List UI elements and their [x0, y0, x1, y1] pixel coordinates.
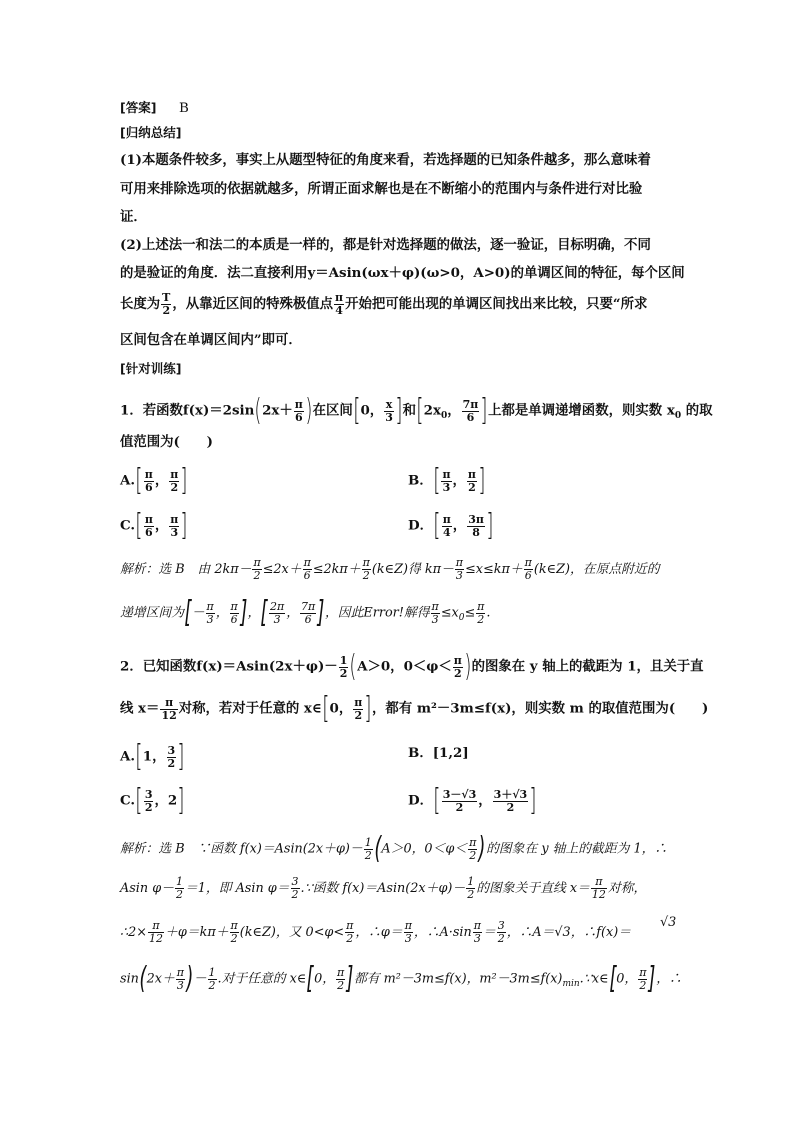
- q2-stem-line1: 2．已知函数f(x)＝Asin(2x＋φ)－ $\frac{1}{2}$ (A＞0，0＜φ＜ $\frac{\pi}{2}$ )的图象在 y 轴上的截距为 1，且关于直: [120, 649, 704, 684]
- q2-solution-line1: 解析：选 B ∵函数 f(x)＝Asin(2x＋φ)－ $\frac{1}{2}$ (A＞0，0＜φ＜ $\frac{\pi}{2}$ )的图象在 y 轴上的截距为 1，∴: [120, 831, 668, 866]
- q1-stem-line1: 1．若函数f(x)＝2sin(2x＋ $\frac{\pi}{6}$ )在区间[0， $\frac{x}{3}$ ]和[$2x_0$， $\frac{7\pi}{6}$ ]上都是单调递增函数，则实数 $x_0$ 的取: [120, 393, 713, 428]
- q1-solution-line2: 递增区间为[－ $\frac{\pi}{3}$ ， $\frac{\pi}{6}$ ]，[ $\frac{2\pi}{3}$ ， $\frac{7\pi}{6}$ ]，因此Error!解得 $\frac{\pi}{3}$ $\le x_0\le$ $\frac{\pi}{2}$ .: [120, 595, 491, 630]
- answer-line: [120, 99, 680, 118]
- answer-value: B: [178, 101, 189, 116]
- q2-option-a[interactable]: A.[1， $\frac{3}{2}$ ]: [120, 739, 185, 774]
- q2-option-c[interactable]: C.[ $\frac{3}{2}$ ，2]: [120, 783, 185, 818]
- q1-option-d[interactable]: D．[ $\frac{\pi}{4}$ ， $\frac{3\pi}{8}$ ]: [408, 508, 494, 543]
- q1-stem-line2: 值范围为( ): [120, 434, 214, 450]
- fraction-pi-over-4: $\frac{\pi}{4}$: [335, 291, 344, 317]
- summary-p2-line2: 的是验证的角度．法二直接利用y＝Asin(ωx＋φ)(ω>0，A>0)的单调区间的特征，每个区间: [120, 265, 685, 281]
- fraction-t-over-2: $\frac{T}{2}$: [162, 291, 171, 317]
- summary-heading: [归纳总结]: [120, 125, 182, 140]
- answer-label: [答案]: [120, 100, 157, 115]
- q1-option-c[interactable]: C.[ $\frac{\pi}{6}$ ， $\frac{\pi}{3}$ ]: [120, 508, 188, 543]
- q2-solution-line2: Asin φ－ $\frac{1}{2}$ ＝1，即 Asin φ＝ $\frac{3}{2}$ .∵函数 f(x)＝Asin(2x＋φ)－ $\frac{1}{2}$ 的图象关于直线 x＝ $\frac{\pi}{12}$ 对称，: [120, 875, 647, 901]
- q1-option-b[interactable]: B．[ $\frac{\pi}{3}$ ， $\frac{\pi}{2}$ ]: [408, 463, 486, 498]
- sqrt3-floating: √3: [660, 915, 677, 930]
- summary-p1-line2: 可用来排除选项的依据就越多，所谓正面求解也是在不断缩小的范围内与条件进行对比验: [120, 181, 643, 197]
- q2-solution-line4: sin(2x＋ $\frac{\pi}{3}$ )－ $\frac{1}{2}$ .对于任意的 x∈[0， $\frac{\pi}{2}$ ]都有 m²－3m≤f(x)，$m^2-3m\le f(x)_{min}.\because x\in[0$， $\frac{\pi}{2}$ ]，∴: [120, 961, 682, 996]
- text: 长度为: [120, 296, 161, 312]
- summary-p1-line1: (1)本题条件较多，事实上从题型特征的角度来看，若选择题的已知条件越多，那么意味着: [120, 152, 651, 168]
- q2-stem-line2: 线 x＝ $\frac{\pi}{12}$ 对称，若对于任意的 x∈[0， $\frac{\pi}{2}$ ]，都有 m²－3m≤f(x)，则实数 m 的取值范围为( ): [120, 691, 709, 726]
- text: ，从靠近区间的特殊极值点: [172, 296, 334, 312]
- q1-option-a[interactable]: A.[ $\frac{\pi}{6}$ ， $\frac{\pi}{2}$ ]: [120, 463, 188, 498]
- q2-solution-line3: ∴2× $\frac{\pi}{12}$ ＋φ＝kπ＋ $\frac{\pi}{2}$ (k∈Z)，又 0<φ< $\frac{\pi}{2}$ ，∴φ＝ $\frac{\pi}{3}$ ，∴A·sin $\frac{\pi}{3}$ ＝ $\frac{3}{2}$ ，∴A＝√3，∴f(x)＝ √3: [120, 915, 677, 945]
- q1-solution-line1: 解析：选 B 由 2kπ－ $\frac{\pi}{2}$ ≤2x＋ $\frac{\pi}{6}$ ≤2kπ＋ $\frac{\pi}{2}$ (k∈Z)得 kπ－ $\frac{\pi}{3}$ ≤x≤kπ＋ $\frac{\pi}{6}$ (k∈Z)，在原点附近的: [120, 556, 660, 582]
- summary-p2-line4: 区间包含在单调区间内”即可．: [120, 332, 302, 348]
- summary-p2-line3: [120, 292, 680, 317]
- q2-option-d[interactable]: D．[ $\frac{3-√3}{2}$ ， $\frac{3+√3}{2}$ ]: [408, 783, 537, 818]
- training-heading: [针对训练]: [120, 361, 182, 376]
- q2-option-b[interactable]: B．[1,2]: [408, 745, 469, 761]
- summary-p2-line1: (2)上述法一和法二的本质是一样的，都是针对选择题的做法，逐一验证，目标明确，不同: [120, 237, 651, 253]
- text: 开始把可能出现的单调区间找出来比较，只要“所求: [345, 296, 648, 312]
- summary-p1-line3: 证．: [120, 209, 147, 225]
